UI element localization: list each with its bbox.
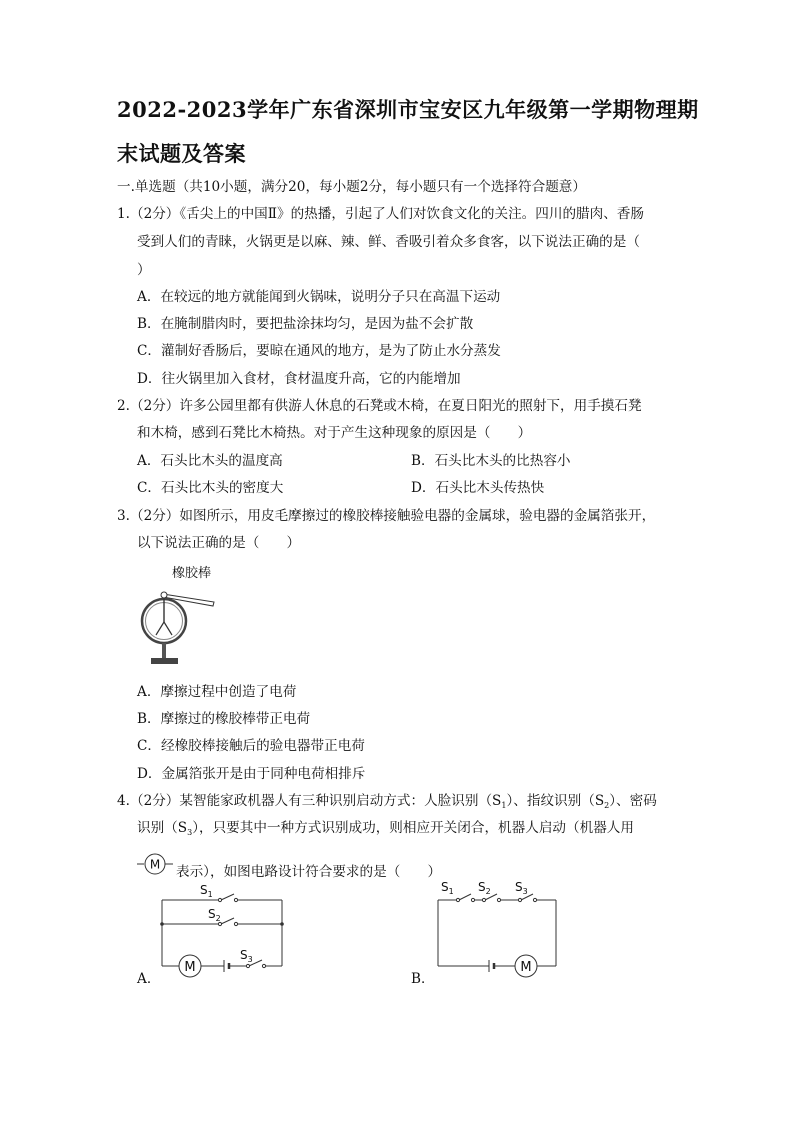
q3-stem-line1: 3.（2分）如图所示，用皮毛摩擦过的橡胶棒接触验电器的金属球，验电器的金属箔张开， (117, 508, 656, 524)
svg-text:M: M (184, 960, 196, 975)
electroscope-figure (136, 560, 226, 675)
q1-option-d: D．往火锅里加入食材，食材温度升高，它的内能增加 (137, 371, 461, 387)
q1-option-c: C．灌制好香肠后，要晾在通风的地方，是为了防止水分蒸发 (137, 343, 501, 359)
q3-option-a: A．摩擦过程中创造了电荷 (137, 684, 297, 700)
q3-option-b: B．摩擦过的橡胶棒带正电荷 (137, 711, 311, 727)
metal-ball (161, 592, 167, 598)
q4-option-a-label: A． (137, 971, 161, 987)
switch-s3-label: $S_3$ (240, 948, 253, 964)
q4-option-b-label: B． (411, 971, 435, 987)
svg-text:M: M (149, 857, 161, 872)
page-title-line2: 末试题及答案 (117, 141, 246, 166)
switch-s2-label: $S_2$ (208, 907, 221, 923)
q2-option-d: D．石头比木头传热快 (411, 480, 545, 496)
svg-text:M: M (520, 960, 532, 975)
switch-s1-label: $S_1$ (441, 880, 454, 896)
q2-option-c: C．石头比木头的密度大 (137, 480, 284, 496)
page-title-line1: 2022-2023学年广东省深圳市宝安区九年级第一学期物理期 (117, 97, 699, 122)
q1-stem-line2: 受到人们的青睐，火锅更是以麻、辣、鲜、香吸引着众多食客，以下说法正确的是（ (137, 234, 640, 250)
electroscope-stand (162, 643, 166, 659)
q2-stem-line2: 和木椅，感到石凳比木椅热。对于产生这种现象的原因是（ ） (137, 425, 532, 441)
q2-option-a: A．石头比木头的温度高 (137, 453, 283, 469)
q4-stem-line1: 4.（2分）某智能家政机器人有三种识别启动方式：人脸识别$(S_1)$、指纹识别$(S_2)$、密码 (117, 793, 657, 810)
q3-option-c: C．经橡胶棒接触后的验电器带正电荷 (137, 738, 365, 754)
q1-option-b: B．在腌制腊肉时，要把盐涂抹均匀，是因为盐不会扩散 (137, 316, 474, 332)
q3-option-d: D．金属箔张开是由于同种电荷相排斥 (137, 766, 366, 782)
switch-s3-label: $S_3$ (515, 880, 528, 896)
section-heading: 一.单选题（共10小题，满分20，每小题2分，每小题只有一个选择符合题意） (117, 179, 586, 195)
circuit-diagram-a (158, 878, 288, 978)
q3-stem-line2: 以下说法正确的是（ ） (137, 535, 301, 551)
q1-option-a: A．在较远的地方就能闻到火锅味，说明分子只在高温下运动 (137, 289, 501, 305)
q2-stem-line1: 2.（2分）许多公园里都有供游人休息的石凳或木椅，在夏日阳光的照射下，用手摸石凳 (117, 398, 642, 414)
q1-stem-line1: 1.（2分）《舌尖上的中国Ⅱ》的热播，引起了人们对饮食文化的关注。四川的腊肉、香肠 (117, 206, 645, 222)
electroscope-base (151, 658, 178, 664)
motor-symbol (136, 852, 176, 876)
q2-option-b: B．石头比木头的比热容小 (411, 453, 571, 469)
rubber-rod-label: 橡胶棒 (172, 566, 212, 581)
q4-stem-line2: 识别$(S_3)$，只要其中一种方式识别成功，则相应开关闭合，机器人启动（机器人用 (137, 820, 634, 837)
q4-stem-line3: 表示），如图电路设计符合要求的是（ ） (176, 864, 442, 880)
q1-stem-line3: ） (137, 262, 151, 278)
switch-s1-label: $S_1$ (200, 883, 213, 899)
circuit-diagram-b (434, 878, 564, 978)
switch-s2-label: $S_2$ (478, 880, 491, 896)
